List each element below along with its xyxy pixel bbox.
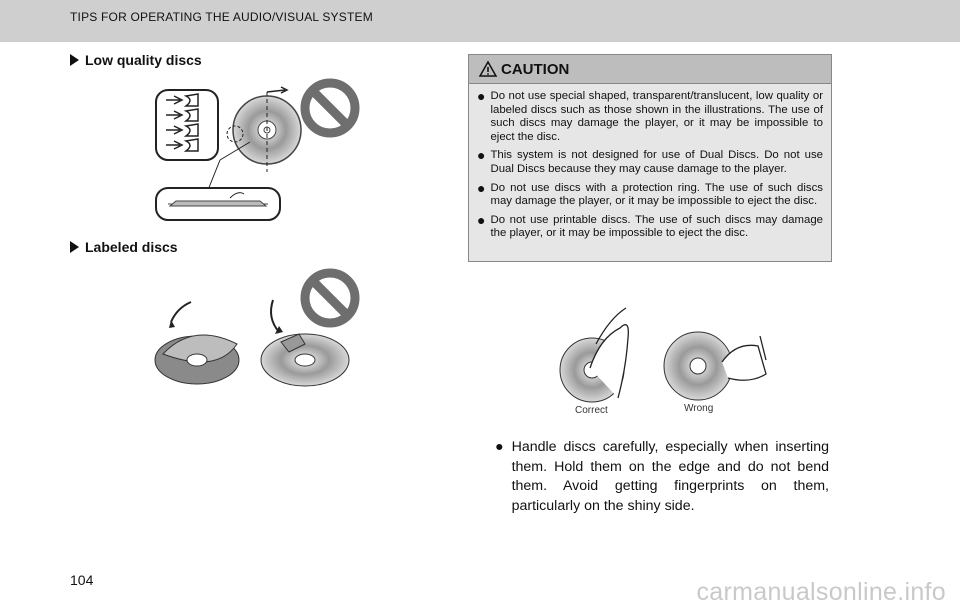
caution-box [468,54,832,262]
caution-item-text: Do not use special shaped, transparent/translucent, low quality or labeled discs such as those shown in the illustrations. The use of such discs may damage the player, or it may be impossible to eject the disc. [490,90,823,143]
section-low-quality-label: Low quality discs [85,52,202,68]
bullet-icon: ● [477,179,486,196]
handling-note-text: Handle discs carefully, especially when inserting them. Hold them on the edge and do not bend them. Avoid getting fingerprints on them, particularly on the shiny side. [511,439,829,514]
handling-note [495,438,829,516]
caution-item [477,179,823,209]
caption-wrong: Wrong [684,403,714,414]
caution-header [469,55,831,84]
caution-item [477,90,823,144]
watermark-text: carmanualsonline.info [696,578,946,606]
caution-item [477,211,823,241]
caution-item-text: Do not use printable discs. The use of such discs may damage the player, or it may be impossible to eject the disc. [490,213,823,240]
correct-hold [560,308,628,402]
bullet-icon: ● [477,88,486,104]
arrow-right-icon [70,54,79,66]
page-number: 104 [70,572,94,588]
section-labeled-title [70,239,178,255]
caption-correct: Correct [575,405,608,416]
arrow-right-icon [70,241,79,253]
prohibit-icon [300,78,360,138]
bullet-icon: ● [495,439,504,455]
caution-item-text: This system is not designed for use of Dual Discs. Do not use Dual Discs because they may cause damage to the player. [490,149,823,175]
warning-icon [479,61,497,77]
page-header [0,0,960,42]
caution-item-text: Do not use discs with a protection ring. The use of such discs may damage the player, or it may be impossible to eject the disc. [490,181,823,208]
prohibit-icon [300,268,360,328]
section-low-quality-title [70,52,202,68]
peeling-label-disc [155,302,239,384]
bullet-icon: ● [477,211,486,228]
caution-item [477,149,823,176]
caution-title: CAUTION [501,60,570,78]
section-labeled-label: Labeled discs [85,239,178,255]
header-title: TIPS FOR OPERATING THE AUDIO/VISUAL SYSTEM [70,10,373,24]
bullet-icon: ● [477,147,486,164]
wrong-hold [664,332,766,400]
disc-handling-illustration [550,306,770,406]
